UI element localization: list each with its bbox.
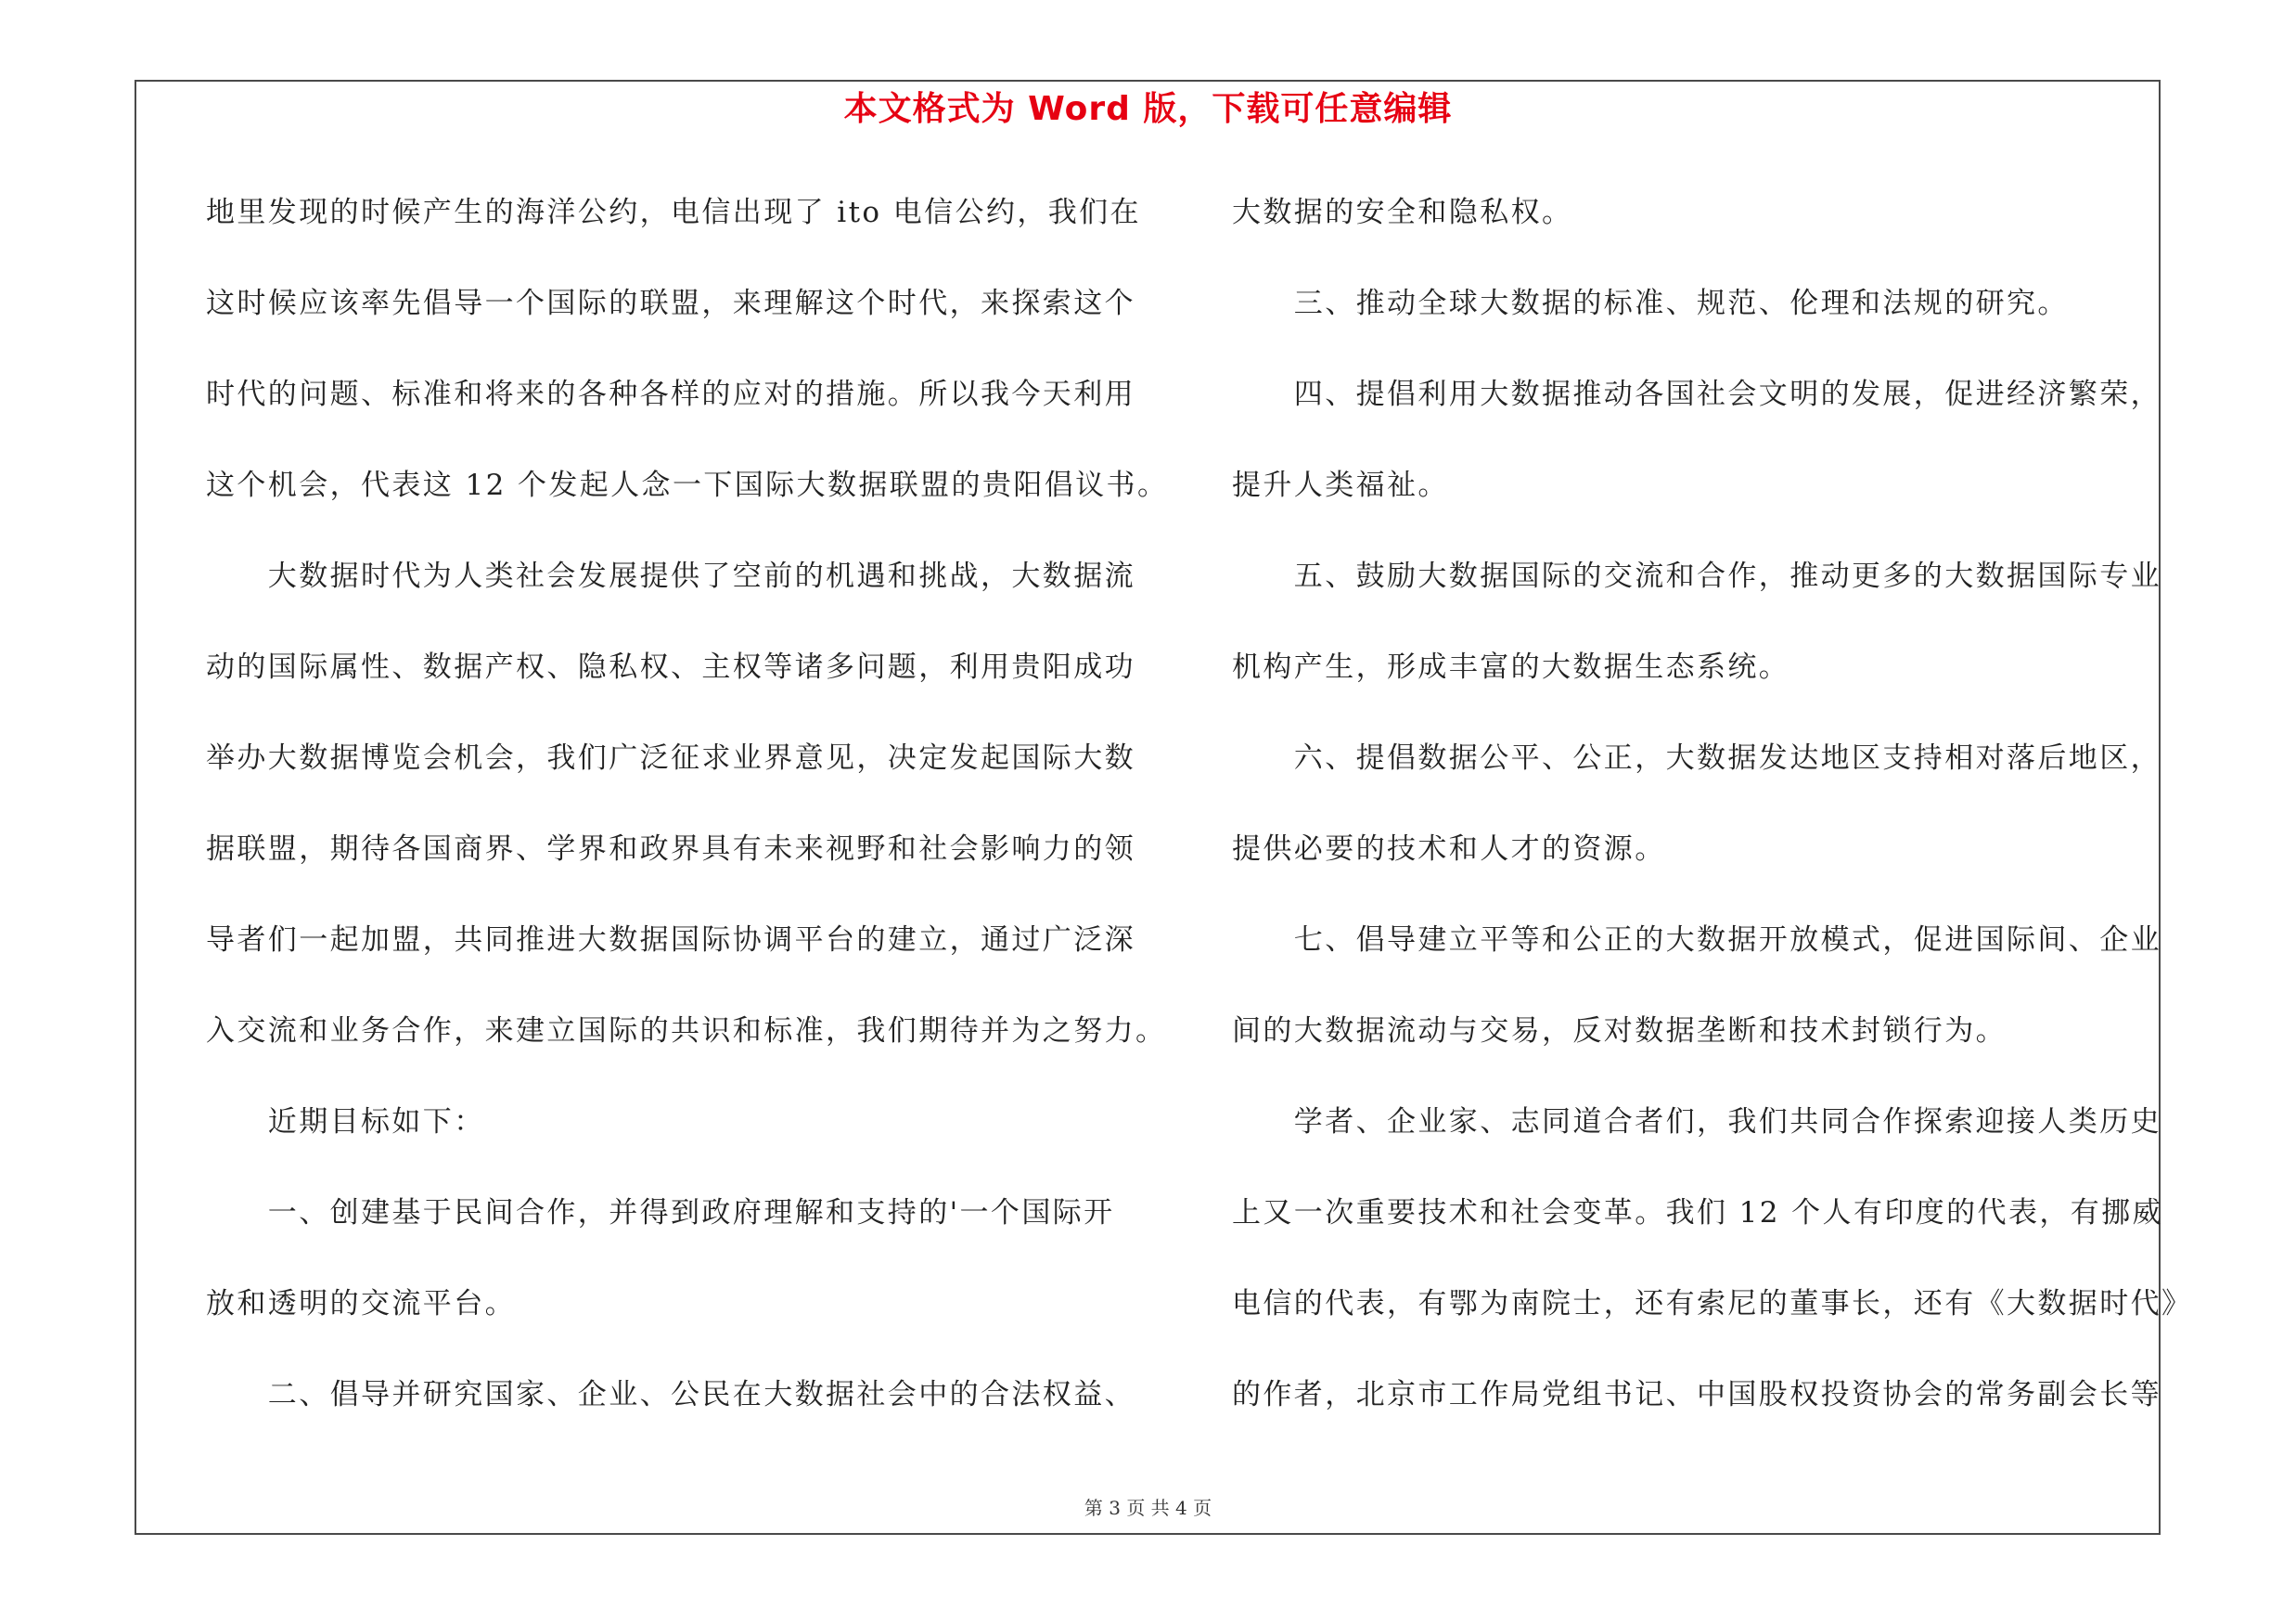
text-line: 地里发现的时候产生的海洋公约，电信出现了 ito 电信公约，我们在 bbox=[206, 196, 1141, 229]
text-line: 电信的代表，有鄂为南院士，还有索尼的董事长，还有《大数据时代》 bbox=[1232, 1287, 2193, 1320]
text-line: 六、提倡数据公平、公正，大数据发达地区支持相对落后地区， bbox=[1232, 741, 2161, 775]
text-line: 提供必要的技术和人才的资源。 bbox=[1232, 832, 1666, 866]
text-line: 上又一次重要技术和社会变革。我们 12 个人有印度的代表，有挪威 bbox=[1232, 1196, 2163, 1230]
text-line: 举办大数据博览会机会，我们广泛征求业界意见，决定发起国际大数 bbox=[206, 741, 1135, 775]
text-line: 提升人类福祉。 bbox=[1232, 469, 1449, 502]
text-line: 一、创建基于民间合作，并得到政府理解和支持的'一个国际开 bbox=[206, 1196, 1115, 1230]
text-line: 五、鼓励大数据国际的交流和合作，推动更多的大数据国际专业 bbox=[1232, 560, 2161, 593]
text-line: 机构产生，形成丰富的大数据生态系统。 bbox=[1232, 650, 1790, 684]
text-line: 这个机会，代表这 12 个发起人念一下国际大数据联盟的贵阳倡议书。 bbox=[206, 469, 1169, 502]
text-line: 时代的问题、标准和将来的各种各样的应对的措施。所以我今天利用 bbox=[206, 378, 1135, 411]
text-line: 大数据的安全和隐私权。 bbox=[1232, 196, 1573, 229]
text-line: 动的国际属性、数据产权、隐私权、主权等诸多问题，利用贵阳成功 bbox=[206, 650, 1135, 684]
document-format-banner: 本文格式为 Word 版，下载可任意编辑 bbox=[843, 90, 1453, 128]
text-line: 四、提倡利用大数据推动各国社会文明的发展，促进经济繁荣， bbox=[1232, 378, 2161, 411]
text-line: 七、倡导建立平等和公正的大数据开放模式，促进国际间、企业 bbox=[1232, 923, 2161, 957]
text-line: 这时候应该率先倡导一个国际的联盟，来理解这个时代，来探索这个 bbox=[206, 287, 1135, 320]
text-line: 学者、企业家、志同道合者们，我们共同合作探索迎接人类历史 bbox=[1232, 1105, 2161, 1139]
text-line: 大数据时代为人类社会发展提供了空前的机遇和挑战，大数据流 bbox=[206, 560, 1135, 593]
text-line: 近期目标如下： bbox=[206, 1105, 485, 1139]
right-text-column bbox=[1232, 167, 2193, 1440]
left-text-column bbox=[206, 167, 1169, 1440]
text-line: 二、倡导并研究国家、企业、公民在大数据社会中的合法权益、 bbox=[206, 1378, 1135, 1411]
text-line: 三、推动全球大数据的标准、规范、伦理和法规的研究。 bbox=[1232, 287, 2069, 320]
text-line: 的作者，北京市工作局党组书记、中国股权投资协会的常务副会长等 bbox=[1232, 1378, 2161, 1411]
text-line: 间的大数据流动与交易，反对数据垄断和技术封锁行为。 bbox=[1232, 1014, 2007, 1048]
text-line: 入交流和业务合作，来建立国际的共识和标准，我们期待并为之努力。 bbox=[206, 1014, 1167, 1048]
text-line: 据联盟，期待各国商界、学界和政界具有未来视野和社会影响力的领 bbox=[206, 832, 1135, 866]
text-line: 导者们一起加盟，共同推进大数据国际协调平台的建立，通过广泛深 bbox=[206, 923, 1135, 957]
page-number: 第 3 页 共 4 页 bbox=[1084, 1497, 1212, 1519]
text-line: 放和透明的交流平台。 bbox=[206, 1287, 516, 1320]
